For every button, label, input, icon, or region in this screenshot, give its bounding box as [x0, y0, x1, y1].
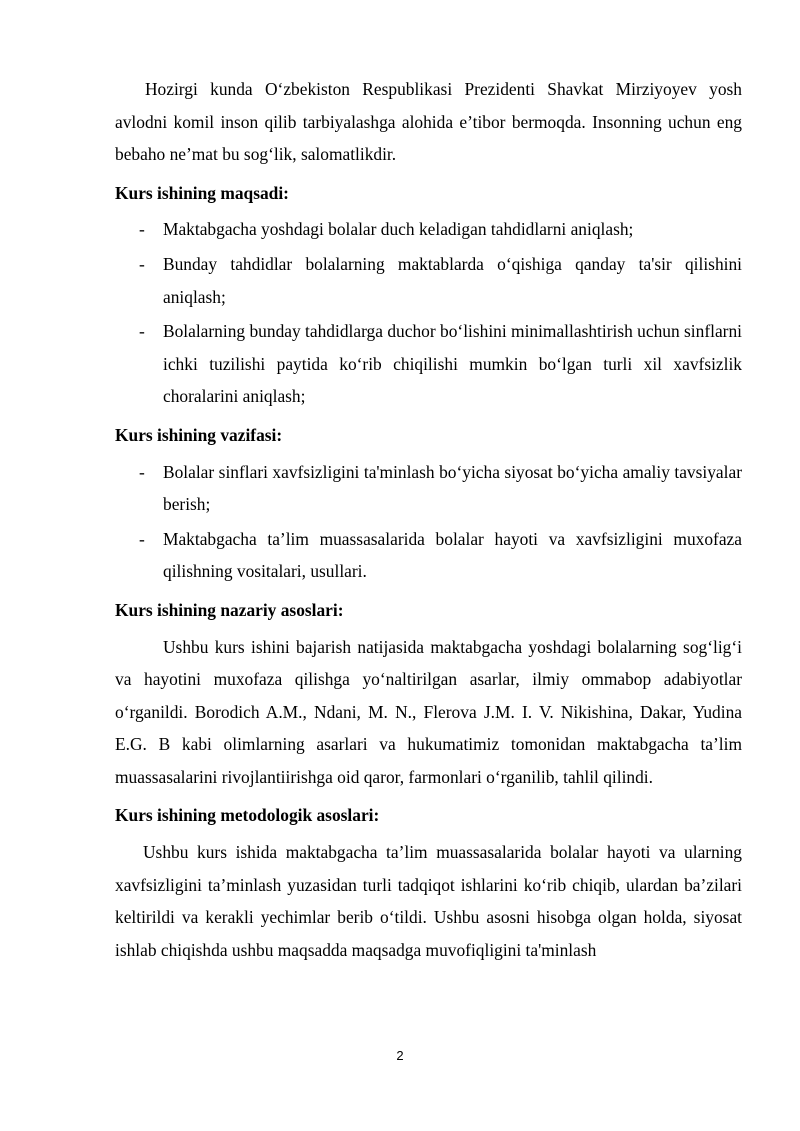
list-bullet: -: [139, 321, 145, 342]
theory-heading: Kurs ishining nazariy asoslari:: [115, 599, 344, 620]
task-heading: Kurs ishining vazifasi:: [115, 424, 283, 445]
task-item-text: Maktabgacha ta’lim muassasalarida bolalar hayoti va xavfsizligini muxofaza qilishning vositalari, usullari.: [163, 528, 742, 582]
task-list-item: [115, 523, 742, 588]
list-bullet: -: [139, 253, 145, 274]
goal-list-item: [115, 213, 742, 246]
method-paragraph: Ushbu kurs ishida maktabgacha ta’lim muassasalarida bolalar hayoti va ularning xavfsizligini ta’minlash yuzasidan turli tadqiqot ishlarini ko‘rib chiqib, ulardan ba’zilari keltirildi va kerakli yechimlar berib o‘tildi. Ushbu asosni hisobga olgan holda, siyosat ishlab chiqishda ushbu maqsadda maqsadga muvofiqligini ta'minlash: [115, 842, 742, 960]
goal-heading: Kurs ishining maqsadi:: [115, 182, 289, 203]
list-bullet: -: [139, 461, 145, 482]
goal-list-item: [115, 248, 742, 313]
task-list-item: [115, 456, 742, 521]
goal-list-item: [115, 315, 742, 413]
theory-paragraph: Ushbu kurs ishini bajarish natijasida maktabgacha yoshdagi bolalarning sog‘lig‘i va hayotini muxofaza qilishga yo‘naltirilgan asarlar, ilmiy ommabop adabiyotlar o‘rganildi. Borodich A.M., Ndani, M. N., Flerova J.M. I. V. Nikishina, Dakar, Yudina E.G. B kabi olimlarning asarlari va hukumatimiz tomonidan maktabgacha ta’lim muassasalarini rivojlantiirishga oid qaror, farmonlari o‘rganilib, tahlil qilindi.: [115, 636, 742, 787]
list-bullet: -: [139, 219, 145, 240]
document-page: [115, 73, 742, 966]
list-bullet: -: [139, 528, 145, 549]
task-list: [115, 456, 742, 588]
goal-item-text: Bunday tahdidlar bolalarning maktablarda o‘qishiga qanday ta'sir qilishini aniqlash;: [163, 253, 742, 307]
method-heading: Kurs ishining metodologik asoslari:: [115, 805, 380, 826]
task-item-text: Bolalar sinflari xavfsizligini ta'minlash bo‘yicha siyosat bo‘yicha amaliy tavsiyalar berish;: [163, 461, 742, 515]
intro-paragraph: Hozirgi kunda O‘zbekiston Respublikasi Prezidenti Shavkat Mirziyoyev yosh avlodni komil inson qilib tarbiyalashga alohida e’tibor bermoqda. Insonning uchun eng bebaho ne’mat bu sog‘lik, salomatlikdir.: [115, 79, 742, 165]
goal-item-text: Maktabgacha yoshdagi bolalar duch keladigan tahdidlarni aniqlash;: [163, 219, 634, 240]
page-number: 2: [396, 1048, 404, 1063]
goal-item-text: Bolalarning bunday tahdidlarga duchor bo‘lishini minimallashtirish uchun sinflarni ichki tuzilishi paytida ko‘rib chiqilishi mumkin bo‘lgan turli xil xavfsizlik choralarini aniqlash;: [163, 321, 742, 407]
goal-list: [115, 213, 742, 413]
